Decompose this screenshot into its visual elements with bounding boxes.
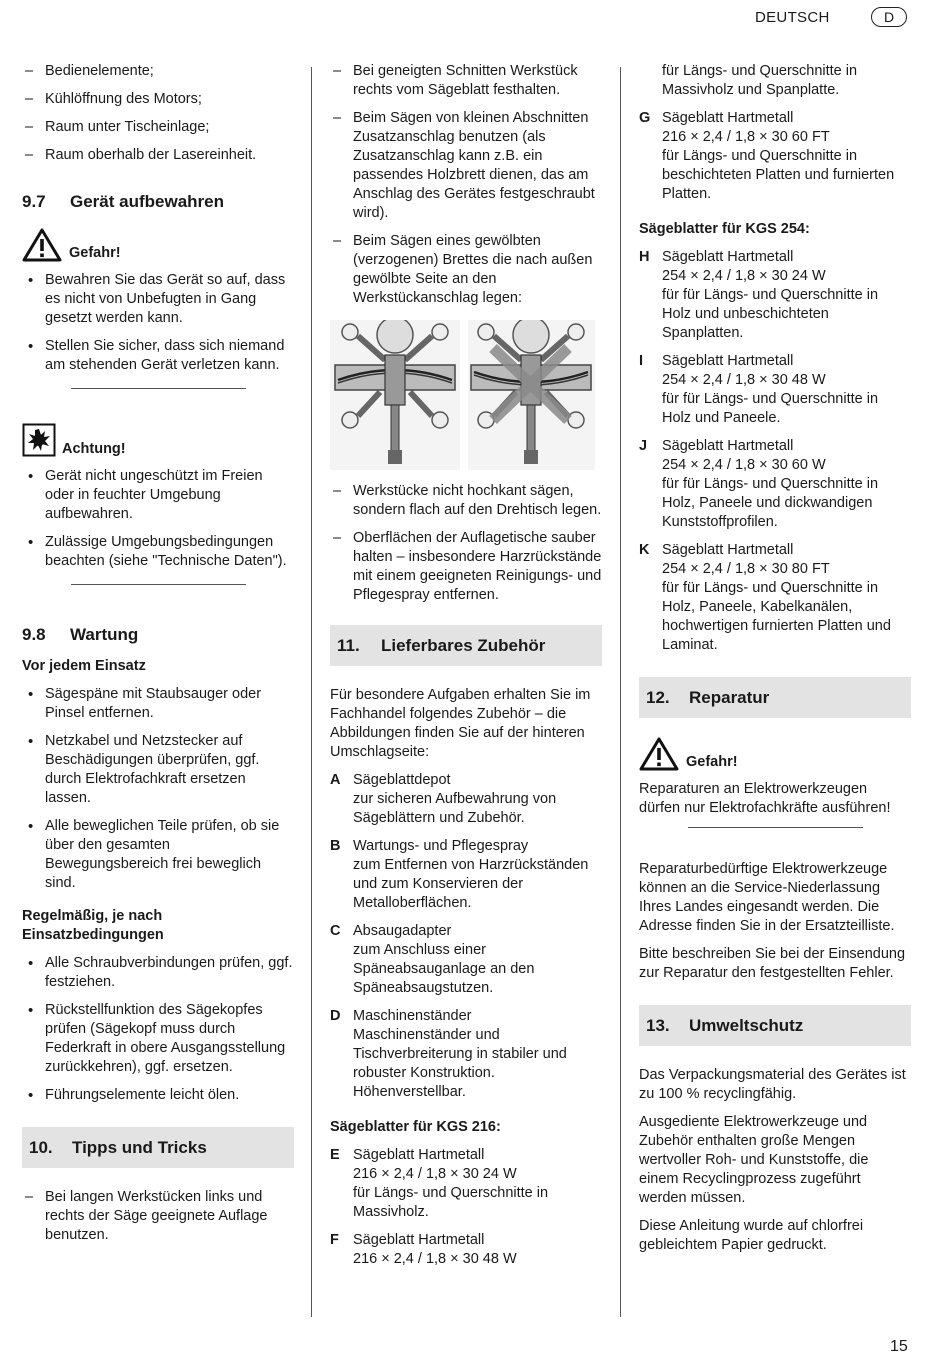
item-text: Sägeblattdepot zur sicheren Aufbewahrung von Sägeblättern und Zubehör. [353, 772, 557, 826]
section-heading-11: 11. Lieferbares Zubehör [330, 625, 602, 666]
item-letter: F [330, 1232, 339, 1248]
caution-list [22, 467, 294, 571]
list-item: • Stellen Sie sicher, dass sich niemand am stehenden Gerät verletzen kann. [22, 337, 294, 375]
section-heading-12: 12. Reparatur [639, 677, 911, 718]
item-letter: A [330, 772, 341, 788]
lettered-item [330, 922, 602, 998]
warning-triangle-icon [639, 736, 679, 772]
kgs254-heading: Sägeblatter für KGS 254: [639, 221, 810, 237]
separator [71, 388, 246, 389]
paragraph: Das Verpackungsmaterial des Gerätes ist zu 100 % recyclingfähig. [639, 1067, 906, 1102]
tips-list [330, 62, 602, 308]
list-item: • Netzkabel und Netzstecker auf Beschädigungen überprüfen, ggf. durch Elektrofachkraft ersetzen lassen. [22, 732, 294, 808]
warning-triangle-icon [22, 227, 62, 263]
maintenance-list [22, 685, 294, 893]
danger-text: Reparaturen an Elektrowerkzeugen dürfen nur Elektrofachkräfte ausführen! [639, 781, 891, 816]
item-text: Sägeblatt Hartmetall 216 × 2,4 / 1,8 × 30 48 W [353, 1232, 517, 1267]
kgs216-heading: Sägeblatter für KGS 216: [330, 1119, 501, 1135]
caution-notice [22, 423, 294, 463]
lettered-item [639, 109, 911, 204]
item-text: Sägeblatt Hartmetall 254 × 2,4 / 1,8 × 30 80 FT für für Längs- und Querschnitte in Holz, Paneele, Kabelkanälen, hochwertigen furnierten Platten und Laminat. [662, 542, 891, 653]
list-item: – Kühlöffnung des Motors; [22, 90, 294, 109]
list-item: – Raum unter Tischeinlage; [22, 118, 294, 137]
repair-text [639, 860, 911, 983]
list-item: – Werkstücke nicht hochkant sägen, sondern flach auf den Drehtisch legen. [330, 482, 602, 520]
item-text: Maschinenständer Maschinenständer und Tischverbreiterung in stabiler und robuster Konstruktion. Höhenverstellbar. [353, 1008, 567, 1100]
item-letter: C [330, 923, 341, 939]
lettered-item [330, 1007, 602, 1102]
list-item: – Bedienelemente; [22, 62, 294, 81]
item-text: Absaugadapter zum Anschluss einer Späneabsauganlage an den Späneabsaugstutzen. [353, 923, 535, 996]
item-letter: H [639, 249, 650, 265]
list-item: • Rückstellfunktion des Sägekopfes prüfen (Sägekopf muss durch Federkraft in obere Ausgangsstellung zurückkehren), ggf. ersetzen. [22, 1001, 294, 1077]
danger-list [22, 271, 294, 375]
column-1 [22, 62, 294, 1254]
column-3 [639, 62, 911, 1264]
list-item: • Führungselemente leicht ölen. [22, 1086, 294, 1105]
item-letter: K [639, 542, 650, 558]
list-item: • Sägespäne mit Staubsauger oder Pinsel entfernen. [22, 685, 294, 723]
section-heading-10: 10. Tipps und Tricks [22, 1127, 294, 1168]
incorrect-placement-diagram [468, 320, 595, 470]
lettered-item [330, 1146, 602, 1222]
column-divider [620, 67, 621, 1317]
paragraph: Reparaturbedürftige Elektrowerkzeuge können an die Service-Niederlassung Ihres Landes eingesandt werden. Die Adresse finden Sie in der Ersatzteilliste. [639, 861, 895, 934]
item-text: Sägeblatt Hartmetall 216 × 2,4 / 1,8 × 30 24 W für Längs- und Querschnitte in Massivholz. [353, 1147, 549, 1220]
list-item: – Beim Sägen eines gewölbten (verzogenen) Brettes die nach außen gewölbte Seite an den Werkstückanschlag legen: [330, 232, 602, 308]
subheading-before-use: Vor jedem Einsatz [22, 658, 146, 674]
section-heading-13: 13. Umweltschutz [639, 1005, 911, 1046]
item-text: Sägeblatt Hartmetall 216 × 2,4 / 1,8 × 30 60 FT für Längs- und Querschnitte in beschichteten Platten und furnierten Platten. [662, 110, 895, 202]
danger-label: Gefahr! [69, 245, 121, 261]
list-item: – Bei geneigten Schnitten Werkstück rechts vom Sägeblatt festhalten. [330, 62, 602, 100]
intro-list [22, 62, 294, 165]
item-letter: J [639, 438, 648, 454]
paragraph: Diese Anleitung wurde auf chlorfrei gebleichtem Papier gedruckt. [639, 1218, 864, 1253]
language-badge: D [871, 7, 907, 27]
list-item: – Oberflächen der Auflagetische sauber halten – insbesondere Harzrückstände mit einem geeigneten Reinigungs- und Pflegespray entfernen. [330, 529, 602, 605]
lettered-item [639, 248, 911, 343]
list-item: • Gerät nicht ungeschützt im Freien oder in feuchter Umgebung aufbewahren. [22, 467, 294, 524]
item-text: Sägeblatt Hartmetall 254 × 2,4 / 1,8 × 30 24 W für für Längs- und Querschnitte in Holz und unbeschichteten Spanplatten. [662, 249, 879, 341]
list-item: • Zulässige Umgebungsbedingungen beachten (siehe "Technische Daten"). [22, 533, 294, 571]
caution-icon [22, 423, 56, 457]
list-item: • Alle beweglichen Teile prüfen, ob sie über den gesamten Bewegungsbereich frei beweglich sind. [22, 817, 294, 893]
lettered-item [639, 437, 911, 532]
tips-list [22, 1188, 294, 1245]
paragraph: Ausgediente Elektrowerkzeuge und Zubehör enthalten große Mengen wertvoller Roh- und Kunststoffe, die einem Recyclingprozess zugeführt werden müssen. [639, 1114, 869, 1206]
item-letter: D [330, 1008, 341, 1024]
kgs216-blade-list [330, 1146, 602, 1269]
danger-notice [22, 227, 294, 267]
warped-board-figure [330, 320, 595, 470]
item-letter: B [330, 838, 341, 854]
section-heading-9-8: 9.8 Wartung [22, 625, 139, 644]
tips-list [330, 482, 602, 605]
danger-notice [639, 736, 911, 776]
paragraph: Bitte beschreiben Sie bei der Einsendung zur Reparatur den festgestellten Fehler. [639, 946, 906, 981]
lettered-item [330, 771, 602, 828]
lettered-item [639, 352, 911, 428]
saw-diagram-image [330, 320, 595, 470]
item-letter: G [639, 110, 651, 126]
separator [688, 827, 863, 828]
list-item: – Raum oberhalb der Lasereinheit. [22, 146, 294, 165]
correct-placement-diagram [330, 320, 460, 470]
continued-text: für Längs- und Querschnitte in Massivholz und Spanplatte. [662, 63, 858, 98]
column-divider [311, 67, 312, 1317]
accessories-intro: Für besondere Aufgaben erhalten Sie im Fachhandel folgendes Zubehör – die Abbildungen finden Sie auf der hinteren Umschlagseite: [330, 687, 591, 760]
lettered-item [639, 541, 911, 655]
accessories-list [330, 771, 602, 1102]
caution-label: Achtung! [62, 441, 126, 457]
list-item: – Bei langen Werkstücken links und rechts der Säge geeignete Auflage benutzen. [22, 1188, 294, 1245]
subheading-regularly: Regelmäßig, je nach Einsatzbedingungen [22, 908, 164, 943]
header-language: DEUTSCH [755, 9, 830, 26]
lettered-item [330, 1231, 602, 1269]
section-heading-9-7: 9.7 Gerät aufbewahren [22, 192, 224, 211]
item-text: Sägeblatt Hartmetall 254 × 2,4 / 1,8 × 30 60 W für für Längs- und Querschnitte in Holz, Paneele und dickwandigen Kunststoffprofilen. [662, 438, 879, 530]
list-item: • Alle Schraubverbindungen prüfen, ggf. festziehen. [22, 954, 294, 992]
lettered-item [330, 837, 602, 913]
list-item: – Beim Sägen von kleinen Abschnitten Zusatzanschlag benutzen (als Zusatzanschlag kann z.B. ein passendes Holzbrett dienen, das am Anschlag des Gerätes festgeschraubt wird). [330, 109, 602, 223]
item-letter: I [639, 353, 644, 369]
kgs254-blade-list [639, 248, 911, 655]
column-2 [330, 62, 602, 1278]
separator [71, 584, 246, 585]
environment-text [639, 1066, 911, 1255]
list-item: • Bewahren Sie das Gerät so auf, dass es nicht von Unbefugten in Gang gesetzt werden kann. [22, 271, 294, 328]
danger-label: Gefahr! [686, 754, 738, 770]
page-number: 15 [890, 1338, 908, 1355]
kgs216-blade-list [639, 109, 911, 204]
maintenance-list [22, 954, 294, 1105]
item-letter: E [330, 1147, 340, 1163]
item-text: Sägeblatt Hartmetall 254 × 2,4 / 1,8 × 30 48 W für für Längs- und Querschnitte in Holz und Paneele. [662, 353, 879, 426]
item-text: Wartungs- und Pflegespray zum Entfernen von Harzrückständen und zum Konservieren der Metalloberflächen. [353, 838, 589, 911]
